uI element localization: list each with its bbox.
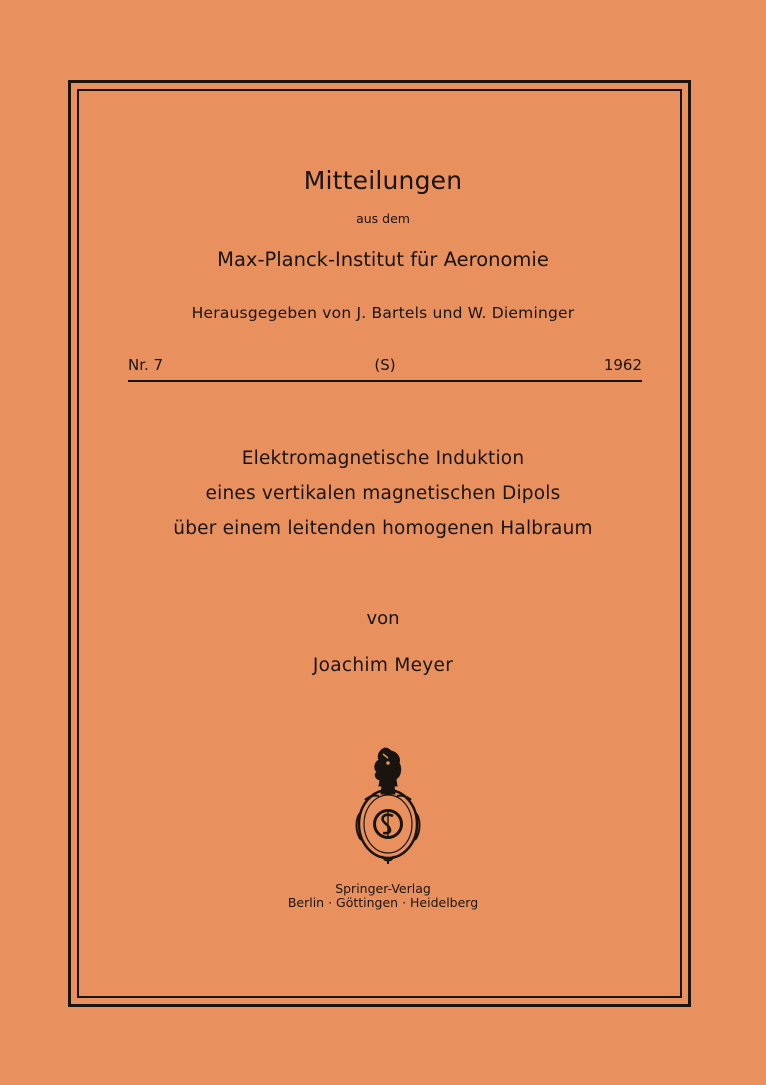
issue-number: Nr. 7 (128, 356, 164, 374)
springer-knight-emblem-icon (355, 746, 421, 864)
series-title: Mitteilungen (303, 166, 463, 195)
book-title-line-3: über einem leitenden homogenen Halbraum (173, 518, 593, 539)
book-title-line-1: Elektromagnetische Induktion (241, 448, 525, 469)
editors-line: Herausgegeben von J. Bartels und W. Dieminger (191, 304, 575, 322)
institute-name: Max-Planck-Institut für Aeronomie (217, 248, 549, 271)
book-title-line-2: eines vertikalen magnetischen Dipols (205, 483, 561, 504)
author-name: Joachim Meyer (312, 655, 454, 676)
horizontal-rule (128, 380, 642, 382)
series-code: (S) (374, 356, 396, 374)
publisher-name: Springer-Verlag (335, 881, 431, 896)
issue-number-line (128, 356, 642, 376)
publisher-places: Berlin · Göttingen · Heidelberg (287, 895, 479, 910)
by-label: von (366, 608, 400, 629)
series-subtitle: aus dem (356, 211, 410, 226)
publication-year: 1962 (603, 356, 642, 374)
